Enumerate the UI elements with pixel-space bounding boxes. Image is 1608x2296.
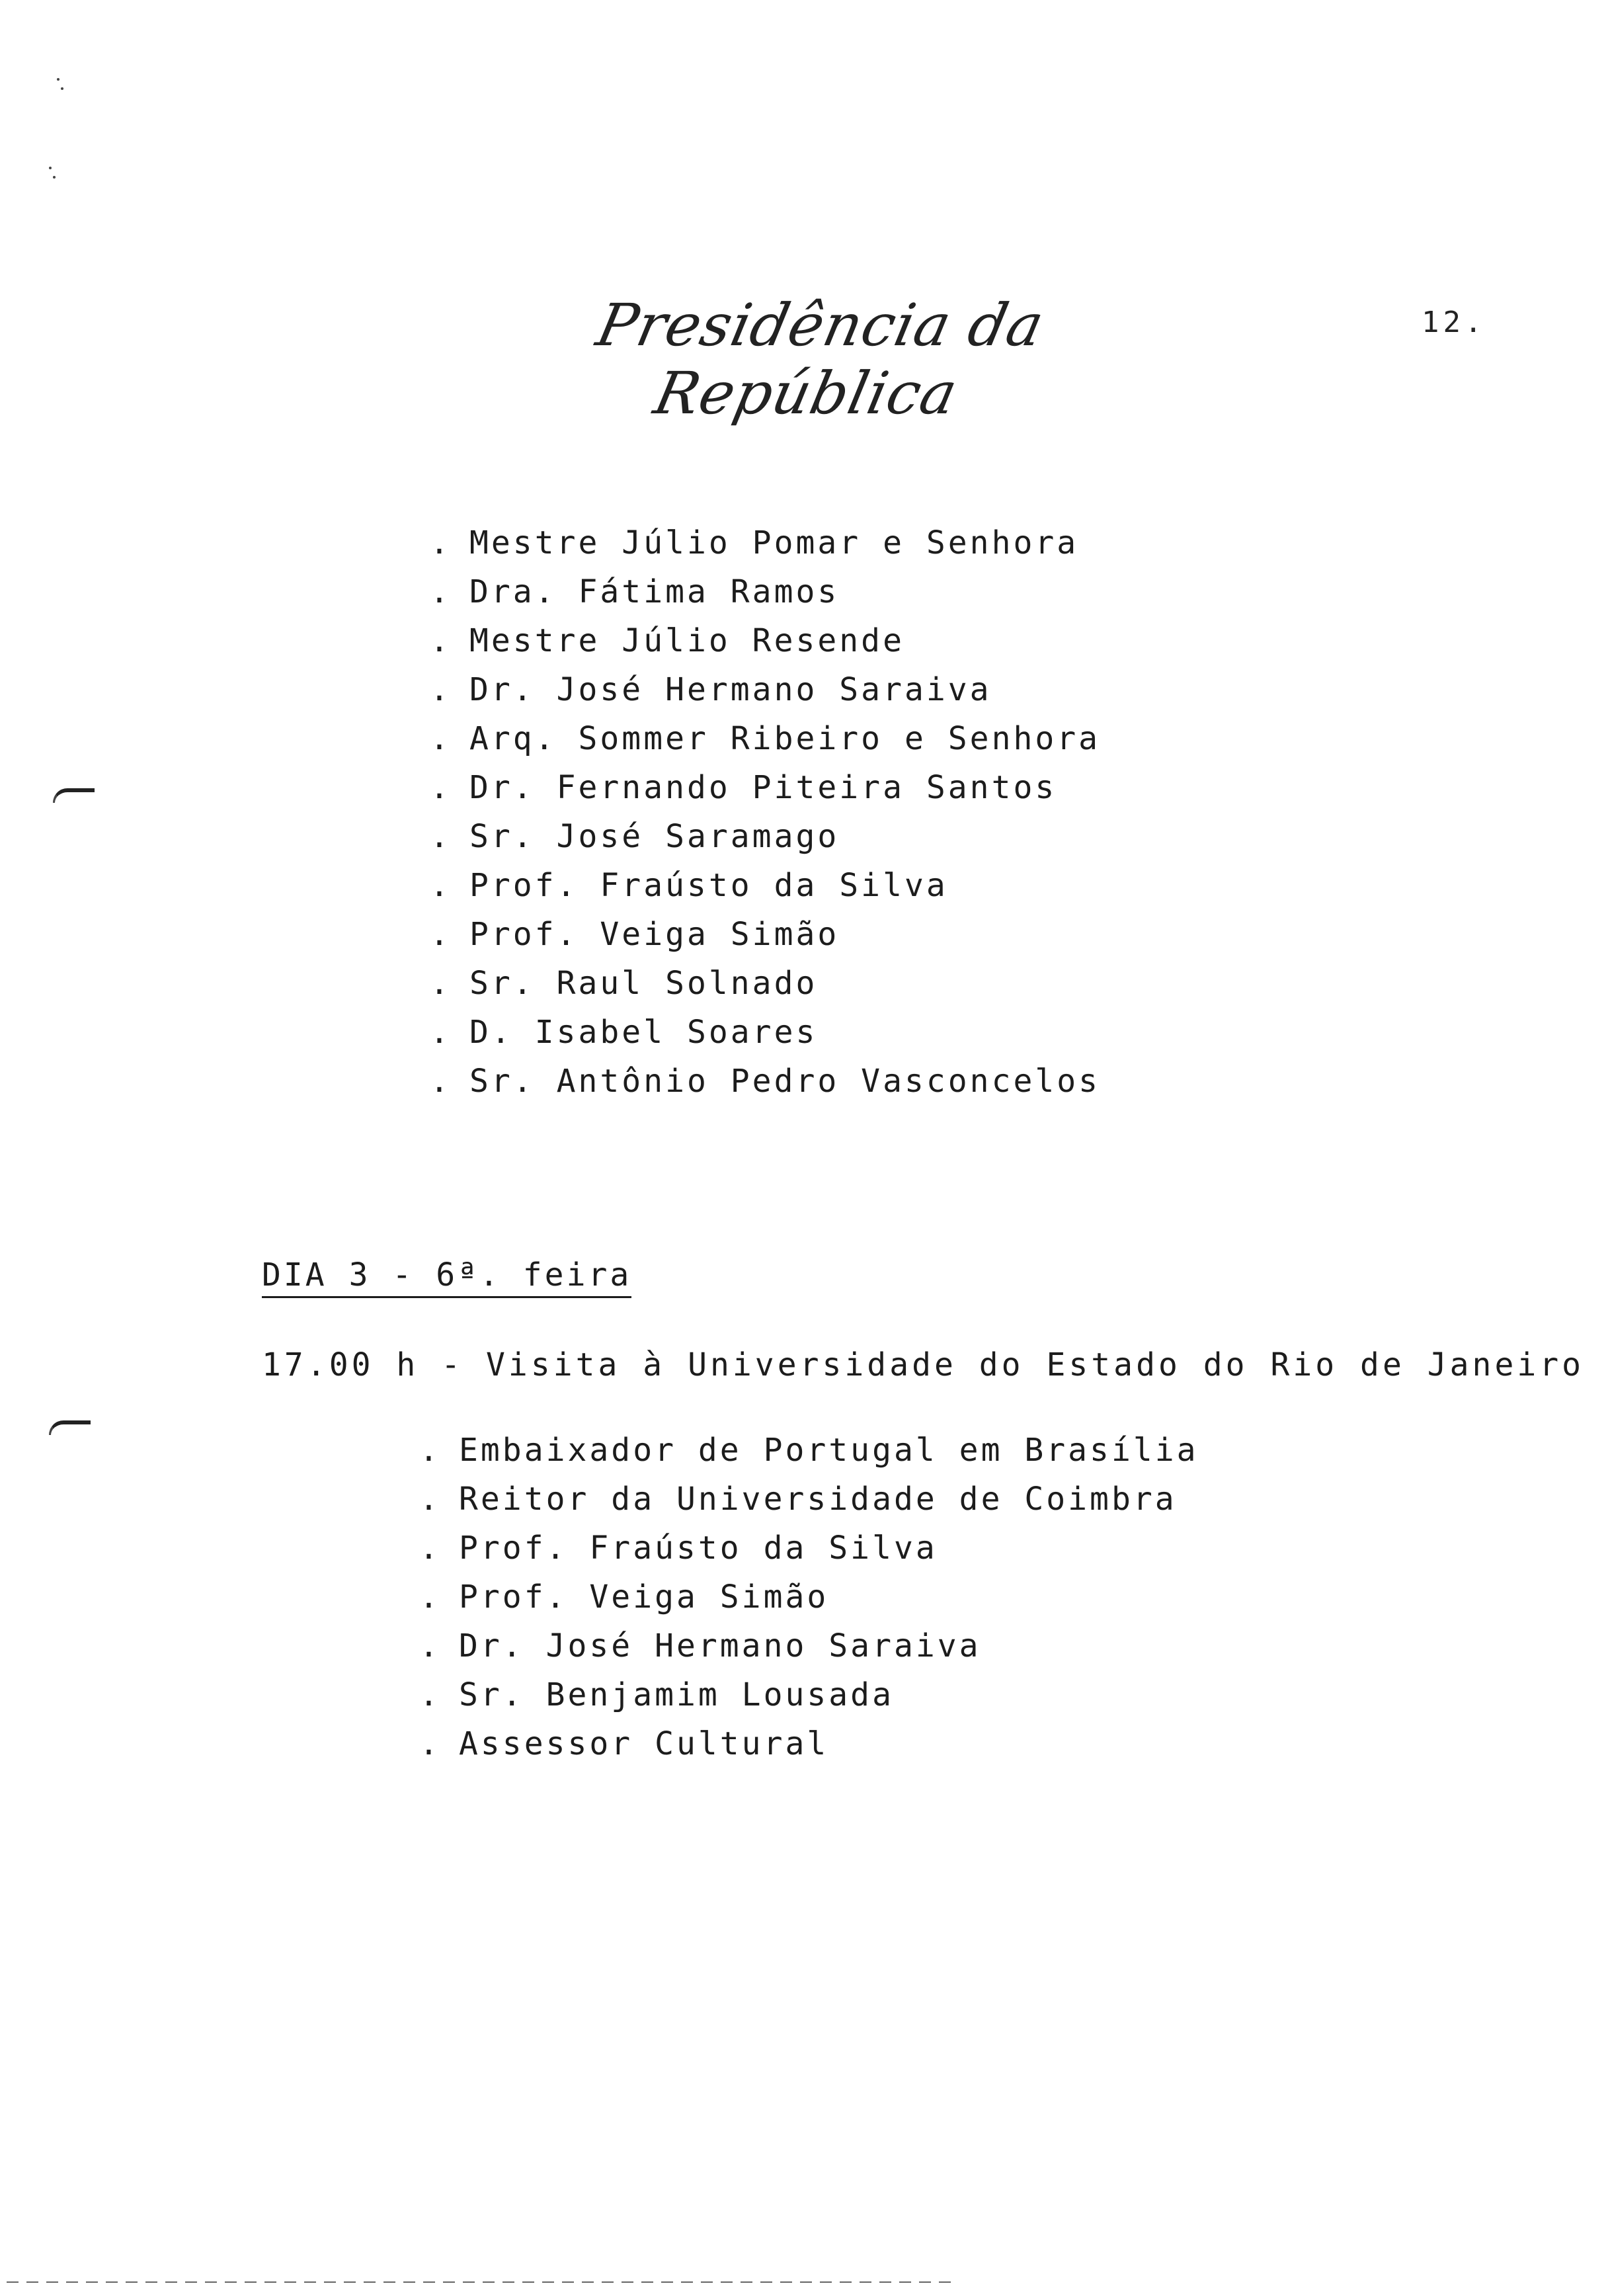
bullet: .: [430, 867, 452, 904]
bullet: .: [430, 916, 452, 953]
scan-speck: [53, 176, 56, 179]
attendee-name: Dr. José Hermano Saraiva: [459, 1627, 981, 1664]
guest-name: Dr. José Hermano Saraiva: [469, 671, 992, 708]
guest-list-item: [430, 665, 1100, 714]
bullet: .: [430, 671, 452, 708]
event-time: 17.00 h: [262, 1346, 419, 1383]
guest-name: Mestre Júlio Resende: [469, 622, 904, 659]
attendee-list-item: [419, 1670, 1199, 1719]
hole-punch-mark: [53, 788, 95, 803]
guest-name: Dra. Fátima Ramos: [469, 573, 840, 610]
bullet: .: [419, 1725, 441, 1762]
attendee-name: Prof. Fraústo da Silva: [459, 1530, 938, 1567]
scan-speck: [49, 167, 52, 169]
bullet: .: [430, 818, 452, 855]
attendee-name: Sr. Benjamim Lousada: [459, 1676, 894, 1713]
bullet: .: [430, 965, 452, 1002]
attendee-name: Embaixador de Portugal em Brasília: [459, 1432, 1199, 1469]
guest-list-item: [430, 616, 1100, 665]
hole-punch-mark: [49, 1420, 91, 1435]
guest-list-item: [430, 567, 1100, 616]
event-separator: -: [441, 1346, 464, 1383]
letterhead-title: Presidência da República: [590, 291, 1051, 427]
guest-list-item: [430, 861, 1100, 910]
attendee-list-item: [419, 1524, 1199, 1573]
bullet: .: [430, 769, 452, 806]
attendee-name: Reitor da Universidade de Coimbra: [459, 1481, 1177, 1518]
bullet: .: [430, 720, 452, 757]
guest-name: Mestre Júlio Pomar e Senhora: [469, 524, 1079, 561]
guest-list-item: [430, 812, 1100, 861]
attendee-list: [419, 1426, 1199, 1768]
page-number: 12.: [1422, 306, 1486, 339]
guest-name: Arq. Sommer Ribeiro e Senhora: [469, 720, 1101, 757]
attendee-name: Prof. Veiga Simão: [459, 1578, 829, 1616]
bullet: .: [430, 622, 452, 659]
attendee-list-item: [419, 1573, 1199, 1621]
guest-list: [430, 518, 1100, 1106]
bullet: .: [419, 1481, 441, 1518]
guest-list-item: [430, 910, 1100, 959]
guest-list-item: [430, 959, 1100, 1008]
scan-edge-line: [7, 2281, 952, 2283]
bullet: .: [430, 1014, 452, 1051]
attendee-list-item: [419, 1475, 1199, 1524]
attendee-list-item: [419, 1426, 1199, 1475]
bullet: .: [430, 1063, 452, 1100]
bullet: .: [430, 524, 452, 561]
event-line: [262, 1346, 1584, 1383]
guest-name: Sr. Raul Solnado: [469, 965, 818, 1002]
scan-speck: [61, 87, 63, 90]
guest-name: Prof. Fraústo da Silva: [469, 867, 948, 904]
bullet: .: [419, 1676, 441, 1713]
guest-name: Dr. Fernando Piteira Santos: [469, 769, 1057, 806]
guest-list-item: [430, 1008, 1100, 1057]
guest-name: D. Isabel Soares: [469, 1014, 818, 1051]
bullet: .: [419, 1627, 441, 1664]
guest-list-item: [430, 1057, 1100, 1106]
attendee-list-item: [419, 1719, 1199, 1768]
guest-name: Sr. José Saramago: [469, 818, 840, 855]
attendee-name: Assessor Cultural: [459, 1725, 829, 1762]
scan-speck: [57, 78, 60, 81]
guest-name: Prof. Veiga Simão: [469, 916, 840, 953]
bullet: .: [419, 1530, 441, 1567]
guest-name: Sr. Antônio Pedro Vasconcelos: [469, 1063, 1101, 1100]
event-description: Visita à Universidade do Estado do Rio de Janeiro: [486, 1346, 1585, 1383]
guest-list-item: [430, 714, 1100, 763]
day-heading: DIA 3 - 6ª. feira: [262, 1256, 631, 1298]
attendee-list-item: [419, 1621, 1199, 1670]
bullet: .: [419, 1432, 441, 1469]
bullet: .: [419, 1578, 441, 1616]
guest-list-item: [430, 763, 1100, 812]
guest-list-item: [430, 518, 1100, 567]
bullet: .: [430, 573, 452, 610]
